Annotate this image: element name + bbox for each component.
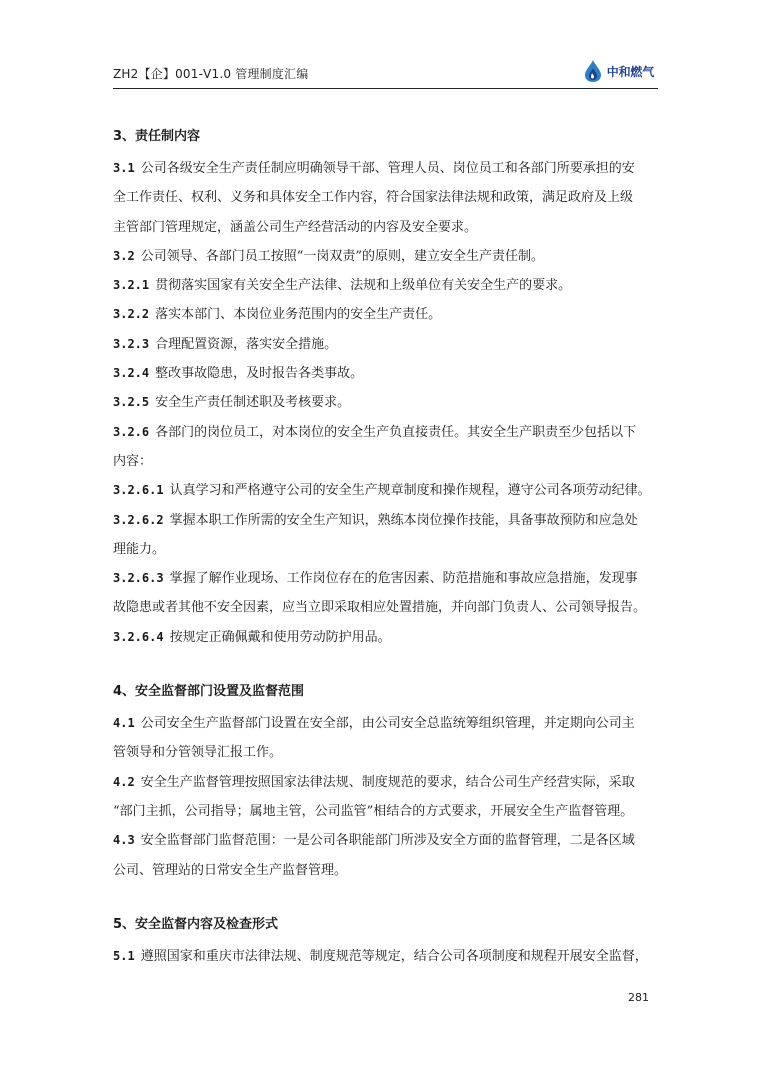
paragraph-line [113, 359, 660, 388]
clause-number: 3.2.3 [113, 336, 150, 351]
clause-number: 3.2.6.1 [113, 483, 164, 498]
paragraph-line [113, 709, 660, 738]
clause-paragraph [113, 388, 660, 417]
clause-number: 3.2.6.2 [113, 512, 164, 527]
clause-paragraph [113, 242, 660, 271]
clause-text: 公司领导、各部门员工按照“一岗双责”的原则，建立安全生产责任制。 [140, 248, 544, 264]
paragraph-line [113, 154, 660, 183]
paragraph-line [113, 942, 660, 971]
clause-text: 认真学习和严格遵守公司的安全生产规章制度和操作规程，遵守公司各项劳动纪律。 [169, 483, 651, 499]
clause-number: 3.2.6 [113, 424, 150, 439]
clause-text: 遵照国家和重庆市法律法规、制度规范等规定，结合公司各项制度和规程开展安全监督， [140, 948, 648, 964]
clause-text: 公司安全生产监督部门设置在安全部，由公司安全总监统筹组织管理，并定期向公司主 [140, 716, 635, 732]
page-number: 281 [628, 991, 649, 1004]
paragraph-line [113, 768, 660, 797]
clause-text: 落实本部门、本岗位业务范围内的安全生产责任。 [155, 307, 442, 323]
clause-paragraph [113, 826, 660, 885]
clause-text: 掌握本职工作所需的安全生产知识，熟练本岗位操作技能，具备事故预防和应急处 [169, 512, 638, 528]
clause-paragraph [113, 271, 660, 300]
clause-paragraph [113, 506, 660, 565]
paragraph-line [113, 447, 660, 476]
section-title: 4、安全监督部门设置及监督范围 [113, 684, 305, 700]
clause-text: 内容： [113, 453, 153, 469]
clause-number: 3.2.6.3 [113, 571, 164, 586]
clause-number: 3.2.5 [113, 395, 150, 410]
clause-paragraph [113, 709, 660, 768]
paragraph-line [113, 388, 660, 417]
paragraph-line [113, 535, 660, 564]
clause-paragraph [113, 476, 660, 505]
clause-text: 按规定正确佩戴和使用劳动防护用品。 [169, 629, 391, 645]
clause-number: 3.2 [113, 248, 135, 263]
clause-paragraph [113, 359, 660, 388]
paragraph-line [113, 183, 660, 212]
paragraph-line [113, 418, 660, 447]
paragraph-line [113, 476, 660, 505]
clause-number: 3.1 [113, 161, 135, 175]
paragraph-line [113, 242, 660, 271]
clause-paragraph [113, 942, 660, 971]
clause-text: 整改事故隐患，及时报告各类事故。 [155, 366, 364, 382]
paragraph-line [113, 856, 660, 885]
clause-text: 掌握了解作业现场、工作岗位存在的危害因素、防范措施和事故应急措施，发现事 [169, 571, 638, 587]
clause-number: 3.2.2 [113, 307, 150, 322]
clause-number: 3.2.1 [113, 278, 150, 293]
clause-paragraph [113, 623, 660, 652]
clause-text: 贯彻落实国家有关安全生产法律、法规和上级单位有关安全生产的要求。 [155, 278, 572, 294]
clause-text: 公司、管理站的日常安全生产监督管理。 [113, 862, 348, 878]
clause-text: 故隐患或者其他不安全因素，应当立即采取相应处置措施，并向部门负责人、公司领导报告。 [113, 600, 647, 616]
clause-paragraph [113, 768, 660, 827]
paragraph-line [113, 738, 660, 767]
clause-number: 4.2 [113, 774, 135, 789]
paragraph-line [113, 623, 660, 652]
paragraph-line [113, 826, 660, 855]
header-doc-code: ZH2【企】001-V1.0 管理制度汇编 [113, 67, 309, 81]
clause-number: 4.1 [113, 716, 135, 731]
clause-text: 安全监督部门监督范围：一是公司各职能部门所涉及安全方面的监督管理，二是各区域 [140, 833, 635, 849]
clause-paragraph [113, 564, 660, 623]
clause-text: 管领导和分管领导汇报工作。 [113, 745, 283, 761]
clause-paragraph [113, 330, 660, 359]
clause-number: 3.2.4 [113, 366, 150, 381]
paragraph-line [113, 330, 660, 359]
section-title: 5、安全监督内容及检查形式 [113, 916, 279, 932]
clause-text: 各部门的岗位员工，对本岗位的安全生产负直接责任。其安全生产职责至少包括以下 [155, 424, 637, 440]
clause-text: 合理配置资源，落实安全措施。 [155, 336, 338, 352]
clause-text: 理能力。 [113, 541, 166, 557]
clause-paragraph [113, 300, 660, 329]
paragraph-line [113, 271, 660, 300]
clause-paragraph [113, 418, 660, 477]
clause-number: 5.1 [113, 948, 135, 963]
section-gap [113, 652, 660, 675]
flame-drop-icon [582, 59, 604, 83]
clause-text: “部门主抓，公司指导；属地主管，公司监管”相结合的方式要求，开展安全生产监督管理。 [113, 803, 634, 819]
clause-number: 4.3 [113, 833, 135, 848]
paragraph-line [113, 593, 660, 622]
paragraph-line [113, 506, 660, 535]
clause-paragraph [113, 154, 660, 242]
clause-number: 3.2.6.4 [113, 629, 164, 644]
document-body [113, 120, 660, 971]
logo-text: 中和燃气 [606, 64, 654, 79]
paragraph-line [113, 213, 660, 242]
section-title: 3、责任制内容 [113, 129, 201, 144]
paragraph-line [113, 797, 660, 826]
paragraph-line [113, 300, 660, 329]
company-logo [582, 58, 654, 84]
clause-text: 全工作责任、权利、义务和具体安全工作内容，符合国家法律法规和政策，满足政府及上级 [113, 190, 634, 206]
clause-text: 公司各级安全生产责任制应明确领导干部、管理人员、岗位员工和各部门所要承担的安 [140, 161, 635, 176]
section-gap [113, 885, 660, 908]
page-header [113, 58, 658, 89]
clause-text: 主管部门管理规定，涵盖公司生产经营活动的内容及安全要求。 [113, 219, 478, 235]
clause-text: 安全生产监督管理按照国家法律法规、制度规范的要求，结合公司生产经营实际，采取 [140, 774, 635, 790]
clause-text: 安全生产责任制述职及考核要求。 [155, 395, 351, 411]
paragraph-line [113, 564, 660, 593]
